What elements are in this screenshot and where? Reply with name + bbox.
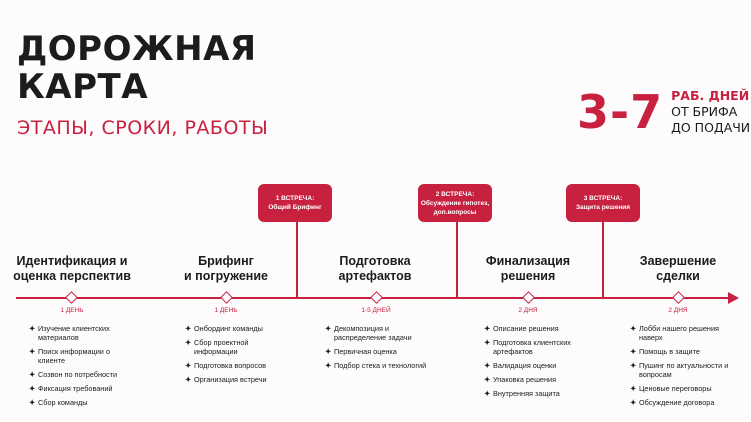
meeting-label: 1 ВСТРЕЧА:: [275, 195, 315, 202]
bullet-icon: ✦: [325, 324, 332, 333]
duration-caption: [671, 88, 750, 136]
list-item: [630, 347, 730, 356]
title-line-2: КАРТА: [17, 67, 149, 107]
task-text: Помощь в защите: [639, 347, 700, 356]
milestone-diamond-icon: [220, 291, 233, 304]
stage-duration: 1 ДЕНЬ: [60, 307, 84, 314]
list-item: [29, 370, 124, 379]
milestone-diamond-icon: [522, 291, 535, 304]
bullet-icon: ✦: [29, 384, 36, 393]
task-text: Описание решения: [493, 324, 559, 333]
list-item: [185, 338, 285, 356]
bullet-icon: ✦: [29, 324, 36, 333]
list-item: [185, 324, 285, 333]
task-text: Подготовка клиентских артефактов: [493, 338, 571, 356]
stage-duration: 2 ДНЯ: [668, 307, 688, 314]
duration-unit: РАБ. ДНЕЙ: [671, 88, 750, 103]
task-text: Подбор стека и технологий: [334, 361, 427, 370]
stage-title-line: и погружение: [184, 269, 268, 283]
task-text: Внутренняя защита: [493, 389, 560, 398]
list-item: [630, 384, 730, 393]
list-item: [630, 361, 730, 379]
list-item: [484, 361, 584, 370]
list-item: [185, 375, 285, 384]
task-list: [630, 324, 730, 412]
stage-title-4: [453, 254, 603, 284]
meeting-box-1: [258, 184, 332, 222]
meeting-desc: Обсуждение гипотез,: [420, 199, 490, 207]
task-list: [325, 324, 435, 375]
meeting-box-3: [566, 184, 640, 222]
meeting-desc: Общий Брифинг: [268, 204, 322, 211]
bullet-icon: ✦: [484, 324, 491, 333]
task-text: Упаковка решения: [493, 375, 557, 384]
task-list: [484, 324, 584, 403]
task-text: Онбординг команды: [194, 324, 263, 333]
bullet-icon: ✦: [185, 324, 192, 333]
meeting-desc-2: доп.вопросы: [433, 208, 477, 216]
bullet-icon: ✦: [630, 384, 637, 393]
stage-title-2: [151, 254, 301, 284]
bullet-icon: ✦: [185, 375, 192, 384]
meeting-desc: Защита решения: [575, 204, 631, 211]
bullet-icon: ✦: [484, 389, 491, 398]
list-item: [484, 389, 584, 398]
list-item: [29, 384, 124, 393]
list-item: [29, 347, 124, 365]
task-text: Первичная оценка: [334, 347, 397, 356]
meeting-label: 2 ВСТРЕЧА:: [435, 190, 475, 198]
task-text: Валидация оценки: [493, 361, 557, 370]
bullet-icon: ✦: [630, 361, 637, 370]
task-text: Подготовка вопросов: [194, 361, 267, 370]
task-text: Пушинг по актуальности и вопросам: [639, 361, 729, 379]
list-item: [630, 324, 730, 342]
milestone-diamond-icon: [370, 291, 383, 304]
task-text: Созвон по потребности: [38, 370, 118, 379]
stage-title-line: Брифинг: [198, 254, 254, 268]
meeting-box-2: [418, 184, 492, 222]
task-text: Обсуждение договора: [639, 398, 715, 407]
stage-title-line: решения: [500, 269, 556, 283]
title-line-1: ДОРОЖНАЯ: [17, 29, 257, 69]
stage-title-line: Финализация: [485, 254, 571, 268]
bullet-icon: ✦: [484, 361, 491, 370]
bullet-icon: ✦: [484, 375, 491, 384]
list-item: [630, 398, 730, 407]
task-text: Ценовые переговоры: [639, 384, 712, 393]
list-item: [484, 338, 584, 356]
list-item: [484, 375, 584, 384]
bullet-icon: ✦: [185, 361, 192, 370]
page-subtitle: ЭТАПЫ, СРОКИ, РАБОТЫ: [17, 117, 269, 139]
list-item: [484, 324, 584, 333]
bullet-icon: ✦: [29, 398, 36, 407]
task-text: Декомпозиция и распределение задачи: [334, 324, 412, 342]
stage-duration: 1 ДЕНЬ: [214, 307, 238, 314]
task-text: Лобби нашего решения наверх: [639, 324, 719, 342]
stage-title-3: [300, 254, 450, 284]
task-list: [185, 324, 285, 389]
stage-title-line: артефактов: [338, 269, 412, 283]
bullet-icon: ✦: [630, 398, 637, 407]
milestone-diamond-icon: [672, 291, 685, 304]
task-text: Сбор команды: [38, 398, 88, 407]
milestone-diamond-icon: [65, 291, 78, 304]
list-item: [29, 324, 124, 342]
stage-title-line: Подготовка: [339, 254, 411, 268]
list-item: [325, 361, 435, 370]
bullet-icon: ✦: [325, 361, 332, 370]
task-text: Изучение клиентских материалов: [38, 324, 110, 342]
stage-title-line: сделки: [656, 269, 700, 283]
bullet-icon: ✦: [630, 347, 637, 356]
bullet-icon: ✦: [325, 347, 332, 356]
arrow-right-icon: [728, 292, 739, 304]
task-text: Фиксация требований: [38, 384, 113, 393]
meeting-label: 3 ВСТРЕЧА:: [583, 195, 623, 202]
task-text: Поиск информации о клиенте: [38, 347, 110, 365]
list-item: [185, 361, 285, 370]
stage-duration: 2 ДНЯ: [518, 307, 538, 314]
duration-from: ОТ БРИФА: [671, 104, 738, 119]
stage-duration: 1-5 ДНЕЙ: [361, 307, 391, 314]
duration-range: 3-7: [577, 85, 664, 139]
stage-title-line: оценка перспектив: [13, 269, 131, 283]
stage-title-line: Завершение: [639, 254, 717, 268]
task-list: [29, 324, 124, 412]
bullet-icon: ✦: [484, 338, 491, 347]
task-text: Организация встречи: [194, 375, 267, 384]
stage-title-line: Идентификация и: [16, 254, 128, 268]
stage-title-5: [603, 254, 751, 284]
list-item: [325, 347, 435, 356]
page-title: [17, 30, 257, 106]
list-item: [29, 398, 124, 407]
duration-badge: [577, 85, 751, 139]
bullet-icon: ✦: [185, 338, 192, 347]
stage-title-1: [0, 254, 147, 284]
list-item: [325, 324, 435, 342]
task-text: Сбор проектной информации: [194, 338, 249, 356]
duration-to: ДО ПОДАЧИ: [671, 120, 751, 135]
bullet-icon: ✦: [630, 324, 637, 333]
bullet-icon: ✦: [29, 370, 36, 379]
bullet-icon: ✦: [29, 347, 36, 356]
